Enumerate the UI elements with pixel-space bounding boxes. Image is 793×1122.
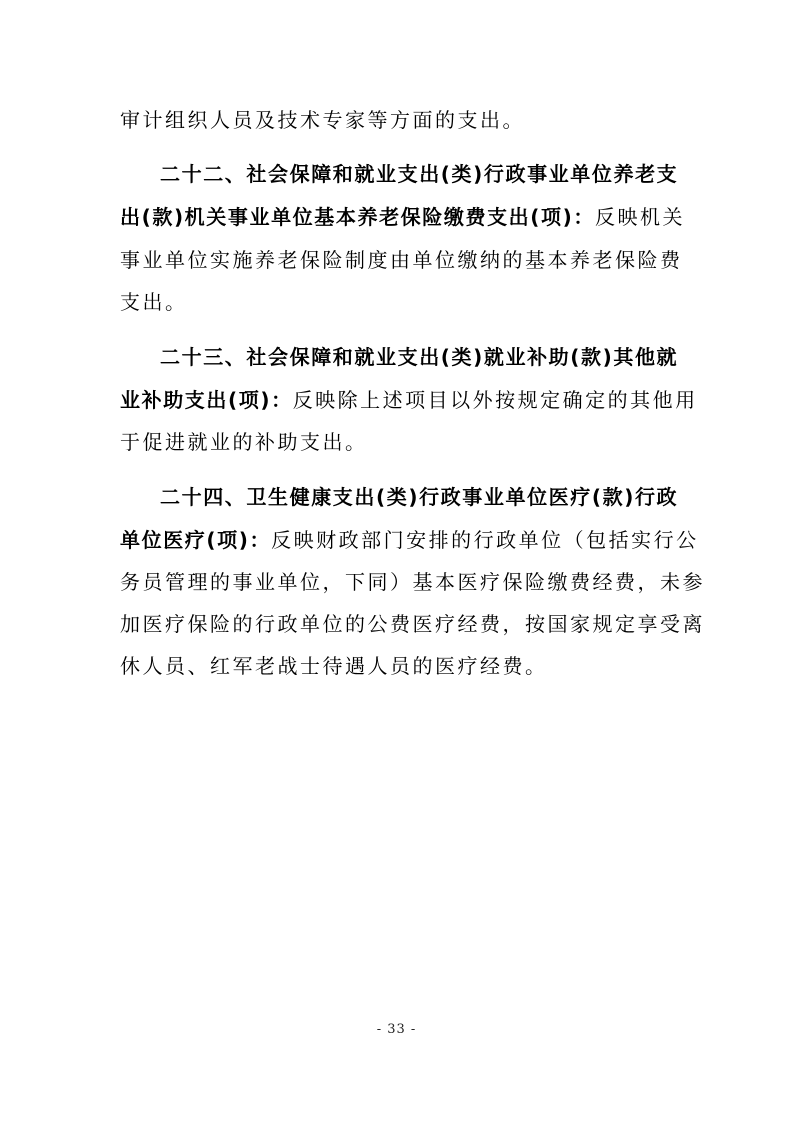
item23-line3 bbox=[120, 430, 675, 454]
section-heading: 出(款)机关事业单位基本养老保险缴费支出(项)： bbox=[120, 205, 595, 229]
body-text: 反映机关 bbox=[594, 205, 685, 229]
body-text: 反映财政部门安排的行政单位（包括实行公 bbox=[271, 528, 699, 552]
section-heading: 二十二、社会保障和就业支出(类)行政事业单位养老支 bbox=[160, 162, 679, 186]
item23-heading-line1 bbox=[160, 345, 679, 369]
section-heading: 二十三、社会保障和就业支出(类)就业补助(款)其他就 bbox=[160, 345, 679, 369]
section-heading: 业补助支出(项)： bbox=[120, 388, 293, 412]
item22-line3 bbox=[120, 248, 683, 272]
section-heading: 单位医疗(项)： bbox=[120, 528, 272, 552]
item24-line2 bbox=[120, 528, 699, 552]
body-text: 加医疗保险的行政单位的公费医疗经费，按国家规定享受离 bbox=[120, 612, 705, 636]
body-text: 支出。 bbox=[120, 290, 188, 314]
body-text: 审计组织人员及技术专家等方面的支出。 bbox=[120, 108, 525, 132]
paragraph-intro-line bbox=[120, 108, 675, 132]
section-heading: 二十四、卫生健康支出(类)行政事业单位医疗(款)行政 bbox=[160, 485, 679, 509]
body-text: 于促进就业的补助支出。 bbox=[120, 430, 368, 454]
item24-line4 bbox=[120, 612, 705, 636]
item22-line2 bbox=[120, 205, 685, 229]
item24-line3 bbox=[120, 570, 705, 594]
item22-heading-line1 bbox=[160, 162, 679, 186]
body-text: 务员管理的事业单位，下同）基本医疗保险缴费经费，未参 bbox=[120, 570, 705, 594]
item23-line2 bbox=[120, 388, 698, 412]
body-text: 事业单位实施养老保险制度由单位缴纳的基本养老保险费 bbox=[120, 248, 683, 272]
item22-line4 bbox=[120, 290, 675, 314]
page-number: - 33 - bbox=[376, 1022, 417, 1037]
body-text: 反映除上述项目以外按规定确定的其他用 bbox=[292, 388, 698, 412]
body-text: 休人员、红军老战士待遇人员的医疗经费。 bbox=[120, 654, 548, 678]
item24-line5 bbox=[120, 654, 675, 678]
item24-heading-line1 bbox=[160, 485, 679, 509]
